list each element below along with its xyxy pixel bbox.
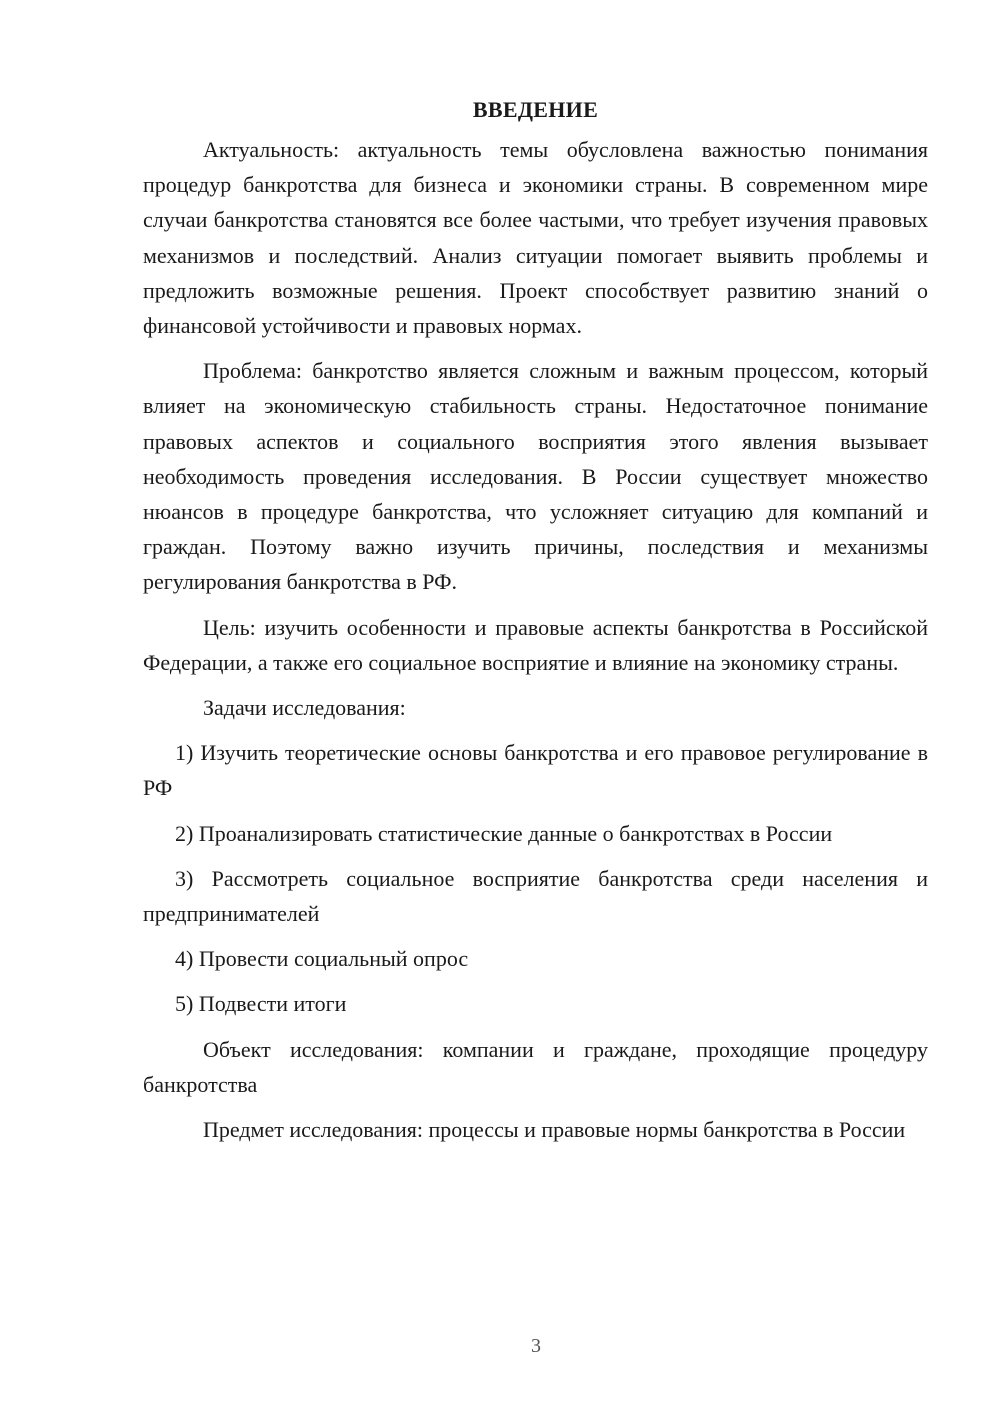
paragraph-subject: Предмет исследования: процессы и правовые нормы банкротства в России [203, 1117, 906, 1143]
section-title: ВВЕДЕНИЕ [472, 97, 599, 122]
paragraph-object: Объект исследования: компании и граждане, проходящие процедуру банкротства [143, 1036, 928, 1097]
tasks-list [143, 735, 928, 1021]
paragraph-relevance: Актуальность: актуальность темы обусловлена важностью понимания процедур банкротства для бизнеса и экономики страны. В современном мире случаи банкротства становятся все более частыми, что требует изучения правовых механизмов и последствий. Анализ ситуации помогает выявить проблемы и предложить возможные решения. Проект способствует развитию знаний о финансовой устойчивости и правовых нормах. [143, 137, 928, 339]
task-item: 4) Провести социальный опрос [175, 946, 469, 972]
paragraph-goal: Цель: изучить особенности и правовые аспекты банкротства в Российской Федерации, а также его социальное восприятие и влияние на экономику страны. [143, 614, 928, 675]
task-item: 1) Изучить теоретические основы банкротства и его правовое регулирование в РФ [143, 740, 928, 801]
task-item: 2) Проанализировать статистические данные о банкротствах в России [175, 820, 833, 846]
paragraph-tasks-heading: Задачи исследования: [203, 695, 406, 721]
task-item: 5) Подвести итоги [175, 991, 347, 1017]
page-number: 3 [531, 1335, 541, 1357]
task-item: 3) Рассмотреть социальное восприятие банкротства среди населения и предпринимателей [143, 865, 928, 927]
document-page [143, 92, 928, 1157]
paragraph-problem: Проблема: банкротство является сложным и важным процессом, который влияет на экономическую стабильность страны. Недостаточное понимание правовых аспектов и социального восприятия этого явления вызывает необходимость проведения исследования. В России существует множество нюансов в процедуре банкротства, что усложняет ситуацию для компаний и граждан. Поэтому важно изучить причины, последствия и механизмы регулирования банкротства в РФ. [143, 358, 928, 595]
